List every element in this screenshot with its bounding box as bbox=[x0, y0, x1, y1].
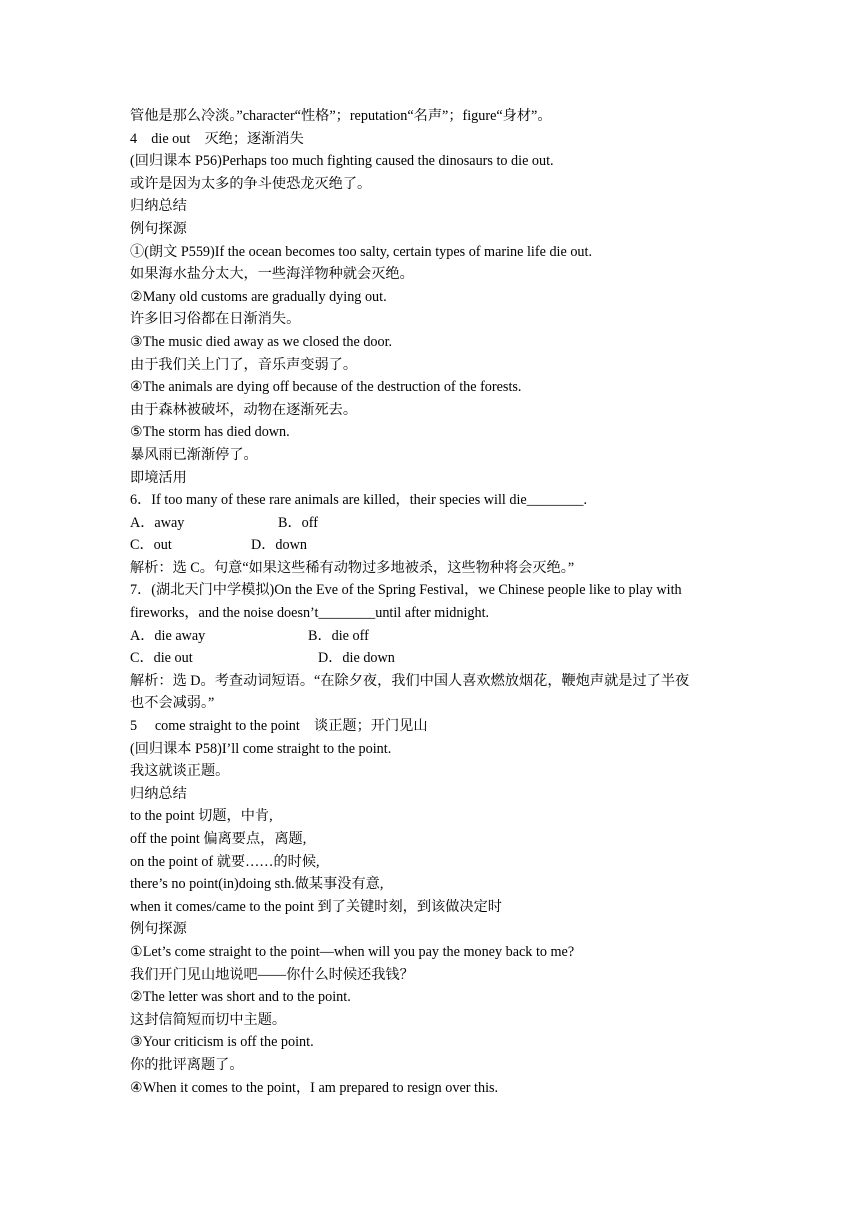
text-line: 或许是因为太多的争斗使恐龙灭绝了。 bbox=[130, 175, 372, 192]
q6-options-row-2 bbox=[130, 534, 742, 557]
example-translation: 如果海水盐分太大，一些海洋物种就会灭绝。 bbox=[130, 266, 414, 283]
example-translation: 暴风雨已渐渐停了。 bbox=[130, 446, 258, 463]
answer-analysis-7: 解析：选 D。考查动词短语。“在除夕夜，我们中国人喜欢燃放烟花，鞭炮声就是过了半夜 bbox=[130, 672, 690, 689]
text-line: (回归课本 P58)I’ll come straight to the point. bbox=[130, 740, 392, 757]
example-translation: 许多旧习俗都在日渐消失。 bbox=[130, 311, 301, 328]
text-line: 管他是那么冷淡。”character“性格”；reputation“名声”；figure“身材”。 bbox=[130, 108, 552, 124]
q6-option-a: A．away bbox=[130, 514, 185, 531]
example-translation: 由于森林被破坏，动物在逐渐死去。 bbox=[130, 401, 358, 418]
example-sentence: ③The music died away as we closed the door. bbox=[130, 333, 393, 350]
subheading-practice: 即境活用 bbox=[130, 469, 187, 486]
q6-option-b: B．off bbox=[278, 514, 318, 531]
subheading-summary: 归纳总结 bbox=[130, 198, 187, 215]
q7-options-row-1 bbox=[130, 625, 742, 648]
question-6: 6．If too many of these rare animals are killed，their species will die________. bbox=[130, 492, 588, 509]
q7-option-b: B．die off bbox=[308, 627, 369, 644]
text-line: 我这就谈正题。 bbox=[130, 763, 230, 780]
summary-item: there’s no point(in)doing sth.做某事没有意, bbox=[130, 876, 384, 893]
q6-option-d: D．down bbox=[251, 537, 307, 554]
example-sentence: ④When it comes to the point，I am prepared to resign over this. bbox=[130, 1079, 499, 1096]
example-sentence: ①Let’s come straight to the point—when will you pay the money back to me? bbox=[130, 943, 575, 960]
q7-option-a: A．die away bbox=[130, 627, 206, 644]
example-sentence: ②Many old customs are gradually dying out. bbox=[130, 288, 387, 305]
example-sentence: ①(朗文 P559)If the ocean becomes too salty, certain types of marine life die out. bbox=[130, 243, 593, 260]
summary-item: on the point of 就要……的时候, bbox=[130, 853, 320, 870]
example-sentence: ④The animals are dying off because of the destruction of the forests. bbox=[130, 379, 522, 396]
example-translation: 由于我们关上门了，音乐声变弱了。 bbox=[130, 356, 358, 373]
subheading-examples: 例句探源 bbox=[130, 220, 187, 237]
q6-option-c: C．out bbox=[130, 537, 172, 554]
summary-item: when it comes/came to the point 到了关键时刻，到该做决定时 bbox=[130, 898, 502, 915]
question-7-cont: fireworks，and the noise doesn’t________until after midnight. bbox=[130, 605, 490, 622]
q6-options-row-1 bbox=[130, 512, 742, 535]
q7-option-d: D．die down bbox=[318, 650, 395, 667]
subheading-examples: 例句探源 bbox=[130, 921, 187, 938]
section-heading-die-out: 4 die out 灭绝；逐渐消失 bbox=[130, 130, 304, 147]
example-translation: 这封信简短而切中主题。 bbox=[130, 1011, 287, 1028]
answer-analysis-7-cont: 也不会减弱。” bbox=[130, 695, 215, 712]
question-7: 7．(湖北天门中学模拟)On the Eve of the Spring Festival，we Chinese people like to play with bbox=[130, 582, 682, 599]
example-translation: 我们开门见山地说吧——你什么时候还我钱？ bbox=[130, 966, 414, 983]
summary-item: off the point 偏离要点，离题, bbox=[130, 831, 307, 847]
document-body bbox=[130, 105, 742, 1099]
q7-options-row-2 bbox=[130, 647, 742, 670]
section-heading-come-to-point: 5 come straight to the point 谈正题；开门见山 bbox=[130, 718, 428, 735]
subheading-summary: 归纳总结 bbox=[130, 785, 187, 802]
summary-item: to the point 切题，中肯, bbox=[130, 808, 273, 825]
example-sentence: ⑤The storm has died down. bbox=[130, 424, 290, 441]
answer-analysis-6: 解析：选 C。句意“如果这些稀有动物过多地被杀，这些物种将会灭绝。” bbox=[130, 559, 575, 576]
example-translation: 你的批评离题了。 bbox=[130, 1056, 244, 1073]
q7-option-c: C．die out bbox=[130, 650, 193, 667]
example-sentence: ③Your criticism is off the point. bbox=[130, 1034, 314, 1051]
example-sentence: ②The letter was short and to the point. bbox=[130, 989, 351, 1006]
text-line: (回归课本 P56)Perhaps too much fighting caused the dinosaurs to die out. bbox=[130, 153, 554, 170]
